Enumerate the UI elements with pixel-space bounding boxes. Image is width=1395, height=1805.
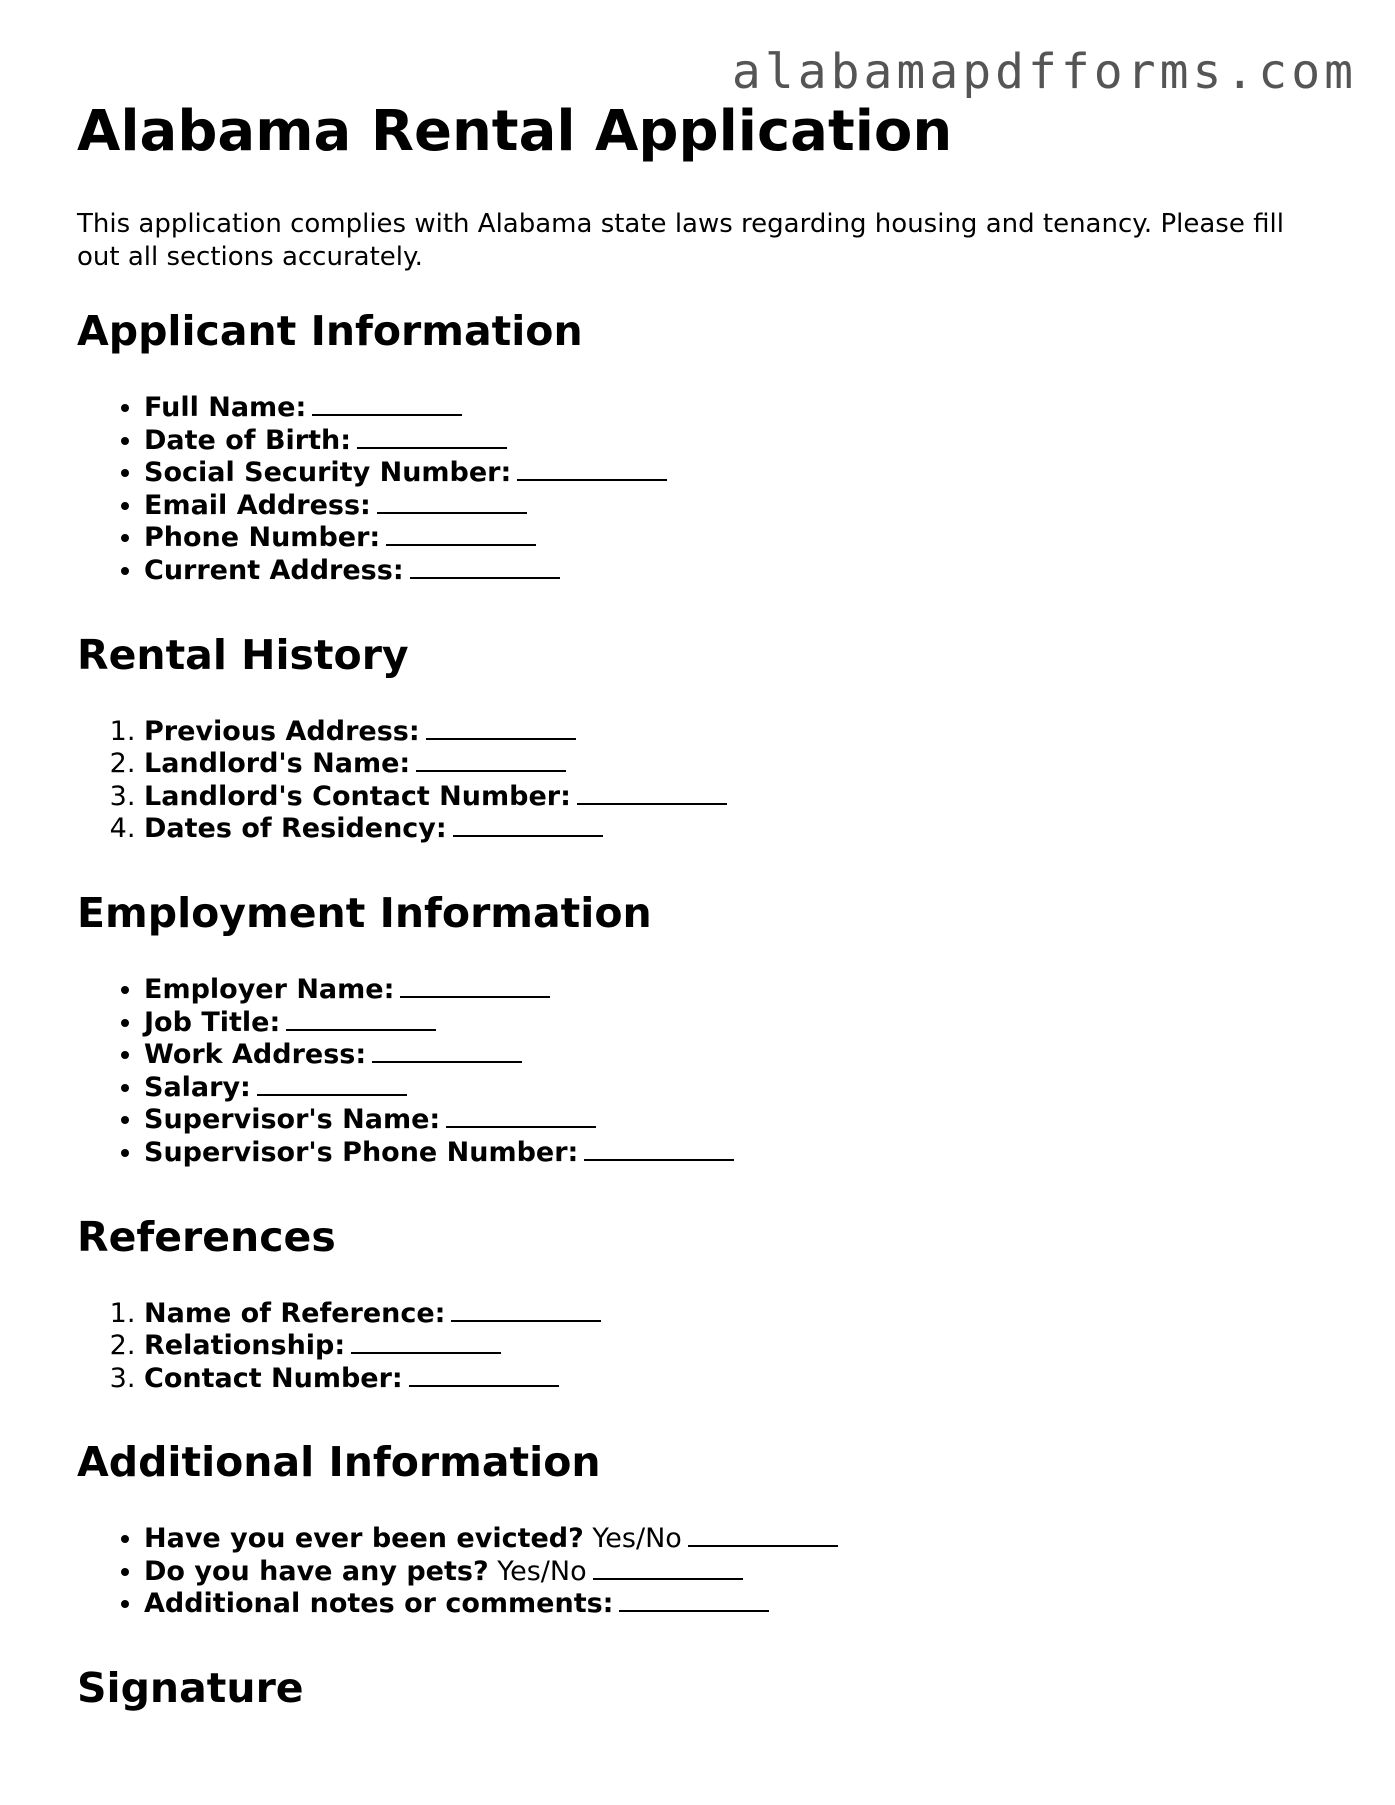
field-supervisor-phone: • Supervisor's Phone Number: [144,1137,1327,1170]
blank-line[interactable] [453,813,603,837]
additional-fields-list [77,1523,1327,1621]
blank-line[interactable] [446,1104,596,1128]
intro-text: This application complies with Alabama state laws regarding housing and tenancy. Please fill out all sections accurately. [77,209,1284,272]
blank-line[interactable] [416,748,566,772]
field-pets: • Do you have any pets? Yes/No [144,1556,1327,1589]
field-landlord-name: 2. Landlord's Name: [144,748,1327,781]
blank-line[interactable] [426,716,576,740]
blank-line[interactable] [619,1588,769,1612]
blank-line[interactable] [372,1039,522,1063]
section-heading-references: References [77,1212,336,1261]
blank-line[interactable] [584,1137,734,1161]
section-heading-applicant: Applicant Information [77,307,583,355]
field-reference-name: 1. Name of Reference: [144,1298,1327,1331]
section-heading-rental-history: Rental History [77,630,409,679]
field-previous-address: 1. Previous Address: [144,716,1327,749]
blank-line[interactable] [517,457,667,481]
blank-line[interactable] [357,425,507,449]
blank-line[interactable] [377,490,527,514]
employment-fields-list [77,974,1327,1170]
field-email: • Email Address: [144,490,1327,523]
blank-line[interactable] [410,555,560,579]
field-evicted: • Have you ever been evicted? Yes/No [144,1523,1327,1556]
blank-line[interactable] [351,1330,501,1354]
field-supervisor-name: • Supervisor's Name: [144,1104,1327,1137]
field-job-title: • Job Title: [144,1007,1327,1040]
blank-line[interactable] [593,1556,743,1580]
blank-line[interactable] [688,1523,838,1547]
applicant-fields-list [77,392,1327,588]
blank-line[interactable] [451,1298,601,1322]
blank-line[interactable] [257,1072,407,1096]
field-phone: • Phone Number: [144,522,1327,555]
blank-line[interactable] [286,1007,436,1031]
field-ssn: • Social Security Number: [144,457,1327,490]
field-salary: • Salary: [144,1072,1327,1105]
blank-line[interactable] [312,392,462,416]
field-date-of-birth: • Date of Birth: [144,425,1327,458]
field-relationship: 2. Relationship: [144,1330,1327,1363]
site-watermark: alabamapdfforms.com [731,44,1357,100]
field-work-address: • Work Address: [144,1039,1327,1072]
field-full-name: • Full Name: [144,392,1327,425]
field-employer-name: • Employer Name: [144,974,1327,1007]
page-title: Alabama Rental Application [77,99,953,164]
field-current-address: • Current Address: [144,555,1327,588]
references-list [77,1298,1327,1396]
document-page [77,96,1327,1749]
section-heading-additional: Additional Information [77,1438,601,1487]
rental-history-list [77,716,1327,846]
blank-line[interactable] [400,974,550,998]
section-heading-signature: Signature [77,1664,304,1713]
field-landlord-contact: 3. Landlord's Contact Number: [144,781,1327,814]
field-notes: • Additional notes or comments: [144,1588,1327,1621]
blank-line[interactable] [409,1363,559,1387]
blank-line[interactable] [386,522,536,546]
blank-line[interactable] [577,781,727,805]
field-contact-number: 3. Contact Number: [144,1363,1327,1396]
field-dates-of-residency: 4. Dates of Residency: [144,813,1327,846]
section-heading-employment: Employment Information [77,888,652,937]
